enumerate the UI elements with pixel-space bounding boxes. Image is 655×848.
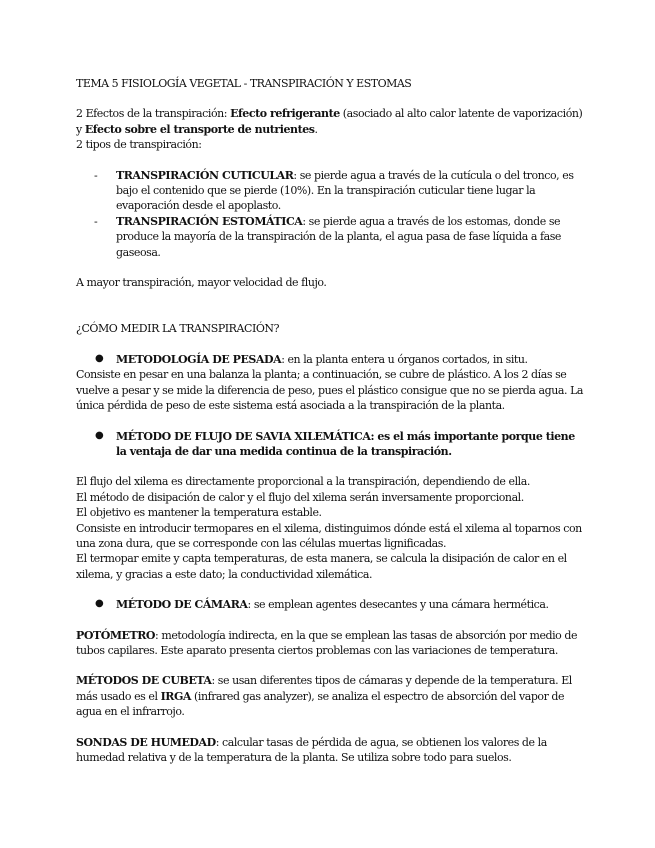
page-title: TEMA 5 FISIOLOGÍA VEGETAL - TRANSPIRACIÓN Y ESTOMAS: [76, 77, 412, 90]
flujo-line: El método de disipación de calor y el flujo del xilema serán inversamente proporcional.: [76, 490, 524, 504]
bullet-flujo: [76, 429, 585, 460]
flujo-heading: MÉTODO DE FLUJO DE SAVIA XILEMÁTICA: es el más importante porque tiene la ventaja de dar una medida continua de la transpiración.: [116, 429, 575, 458]
flujo-line: El objetivo es mantener la temperatura estable.: [76, 506, 322, 520]
bullet-marker: ●: [95, 352, 104, 364]
pesada-term: METODOLOGÍA DE PESADA: [116, 352, 282, 366]
flujo-line: El flujo del xilema es directamente proporcional a la transpiración, dependiendo de ella.: [76, 475, 530, 489]
camara-text: : se emplean agentes desecantes y una cámara hermética.: [247, 598, 549, 612]
type-term: TRANSPIRACIÓN ESTOMÁTICA: [116, 214, 303, 228]
section-heading-medir: ¿CÓMO MEDIR LA TRANSPIRACIÓN?: [76, 322, 280, 336]
intro-line-2: 2 tipos de transpiración:: [76, 138, 202, 152]
intro-text-1: 2 Efectos de la transpiración:: [76, 107, 231, 121]
flujo-line: El termopar emite y capta temperaturas, de esta manera, se calcula la disipación de calor en el xilema, y gracias a este dato; la conductividad xilemática.: [76, 552, 567, 581]
flujo-line: Consiste en introducir termopares en el xilema, distinguimos dónde está el xilema al toparnos con una zona dura, que se corresponde con las células muertas lignificadas.: [76, 521, 582, 550]
intro-paragraph: [76, 106, 585, 137]
camara-term: MÉTODO DE CÁMARA: [116, 598, 248, 612]
list-item: [76, 168, 585, 214]
list-item: [76, 214, 585, 260]
mayor-text: A mayor transpiración, mayor velocidad de flujo.: [76, 276, 327, 290]
type-term: TRANSPIRACIÓN CUTICULAR: [116, 168, 294, 182]
potometro-term: POTÓMETRO: [76, 628, 156, 642]
bullet-pesada: [76, 352, 585, 367]
type-text: : se pierde agua a través de los estomas, donde se produce la mayoría de la transpiración de la planta, el agua pasa de fase líquida a fase gaseosa.: [116, 214, 561, 259]
intro-text-3: .: [314, 122, 318, 136]
potometro-paragraph: [76, 628, 585, 659]
pesada-text: : en la planta entera u órganos cortados, in situ.: [281, 352, 528, 366]
cubeta-term: MÉTODOS DE CUBETA: [76, 674, 212, 688]
sondas-text: : calcular tasas de pérdida de agua, se obtienen los valores de la humedad relativa y de la temperatura de la planta. Se utiliza sobre todo para suelos.: [76, 735, 547, 764]
intro-bold-1: Efecto refrigerante: [230, 107, 340, 121]
type-text: : se pierde agua a través de la cutícula o del tronco, es bajo el contenido que se pierde (10%). En la transpiración cuticular tiene lugar la evaporación desde el apoplasto.: [116, 168, 574, 213]
bullet-camara: [76, 597, 585, 612]
sondas-term: SONDAS DE HUMEDAD: [76, 735, 216, 749]
dash-marker: -: [94, 168, 98, 182]
intro-bold-2: Efecto sobre el transporte de nutrientes: [84, 122, 315, 136]
transpiration-types-list: [76, 168, 585, 260]
bullet-marker: ●: [95, 598, 104, 610]
dash-marker: -: [94, 214, 98, 228]
cubeta-paragraph: [76, 673, 585, 719]
potometro-text: : metodología indirecta, en la que se emplean las tasas de absorción por medio de tubos capilares. Este aparato presenta ciertos problemas con las variaciones de temperatura.: [76, 628, 578, 657]
cubeta-text-2: (infrared gas analyzer), se analiza el espectro de absorción del vapor de agua en el infrarrojo.: [76, 689, 565, 719]
bullet-marker: ●: [95, 429, 104, 441]
pesada-paragraph: Consiste en pesar en una balanza la planta; a continuación, se cubre de plástico. A los 2 días se vuelve a pesar y se mide la diferencia de peso, pues el plástico consigue que no se pierda agua. La única pérdida de peso de este sistema está asociada a la transpiración de la planta.: [76, 368, 584, 413]
intro-text-2: (asociado al alto calor latente de vaporización) y: [76, 107, 583, 136]
cubeta-text-1: : se usan diferentes tipos de cámaras y depende de la temperatura. El más usado es el: [76, 674, 572, 703]
sondas-paragraph: [76, 735, 585, 766]
irga-term: IRGA: [160, 689, 191, 703]
